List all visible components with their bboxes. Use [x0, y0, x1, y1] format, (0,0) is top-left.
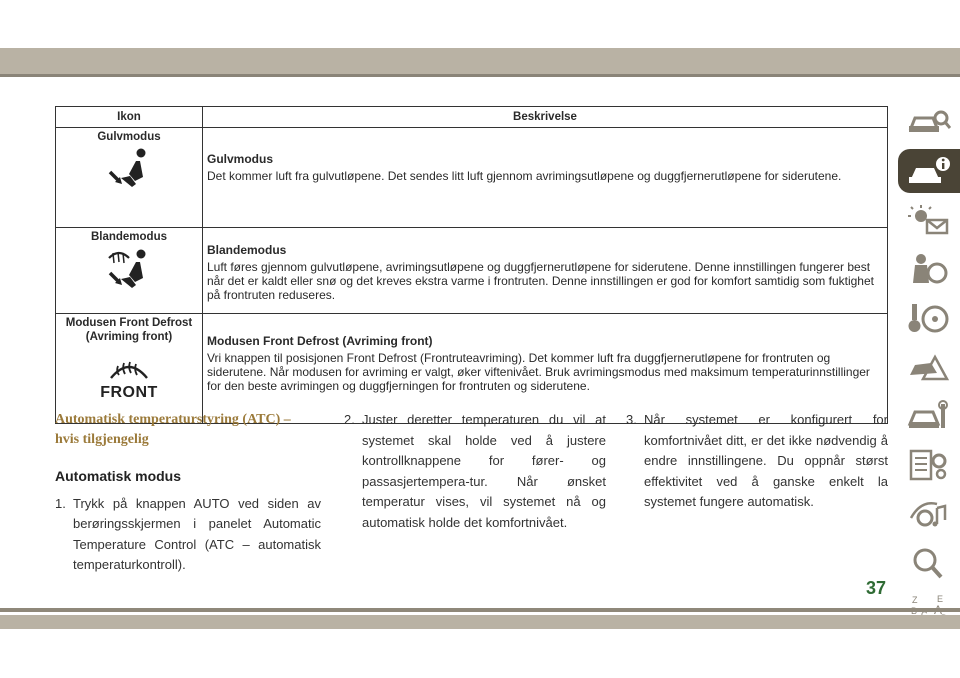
- tab-warning-lights[interactable]: [898, 198, 960, 242]
- step-number: 3.: [626, 412, 637, 427]
- description-title: Modusen Front Defrost (Avriming front): [207, 334, 433, 348]
- safety-airbag-icon: [907, 253, 951, 285]
- description-text: Luft føres gjennom gulvutløpene, avrimingsutløpene og duggfjernerutløpene for siderutene. Denne innstillingen fungerer best når det er kaldt eller snø og det kreves ekstra varme i frontruten. Denne innstillingen er god for komfort samtidig som fuktighet på frontruten reduseres.: [207, 260, 874, 302]
- step-text: Juster deretter temperaturen du vil at systemet skal holde ved å justere kontrollknappene for fører- og passasjertempera-tur. Når ønsket temperatur vises, vil systemet nå og automatisk holde det komfortnivået.: [362, 412, 606, 530]
- tab-starting-driving[interactable]: [898, 296, 960, 340]
- tab-car-info[interactable]: [898, 149, 960, 193]
- section-heading-line2: hvis tilgjengelig: [55, 432, 149, 447]
- page-number: 37: [866, 578, 887, 598]
- table-row: [56, 314, 888, 424]
- step-text: Trykk på knappen AUTO ved siden av berøringsskjermen i panelet Automatic Temperature Control (ATC – automatisk temperaturkontroll).: [73, 495, 321, 572]
- multimedia-icon: [907, 498, 951, 530]
- tab-safety[interactable]: [898, 247, 960, 291]
- icon-cell: [56, 228, 203, 314]
- step-number: 2.: [344, 412, 355, 427]
- tab-servicing[interactable]: [898, 394, 960, 438]
- front-defrost-icon: [99, 354, 159, 386]
- list-item: [626, 410, 888, 513]
- description-cell: [203, 314, 888, 424]
- chapter-sidebar: [898, 100, 960, 639]
- header-description: Beskrivelse: [203, 107, 888, 128]
- icon-label: Blandemodus: [90, 231, 168, 243]
- tab-car-search[interactable]: [898, 100, 960, 144]
- floor-mode-icon: [99, 144, 159, 204]
- tab-multimedia[interactable]: [898, 492, 960, 536]
- description-cell: [203, 128, 888, 228]
- icon-label: Gulvmodus: [97, 131, 161, 143]
- front-label: FRONT: [100, 384, 158, 401]
- table-header-row: [56, 107, 888, 128]
- servicing-maintenance-icon: [907, 400, 951, 432]
- column-3: [626, 410, 888, 513]
- mode-table: [55, 106, 888, 424]
- step-number: 1.: [55, 495, 66, 511]
- section-heading-line1: Automatisk temperaturstyring (ATC) –: [55, 412, 291, 427]
- index-letter: E: [937, 594, 944, 604]
- column-1: [55, 410, 321, 576]
- description-text: Det kommer luft fra gulvutløpene. Det sendes litt luft gjennom avrimingsutløpene og duggfjernerutløpene for siderutene.: [207, 169, 842, 183]
- description-title: Gulvmodus: [207, 152, 274, 166]
- emergency-icon: [907, 351, 951, 383]
- starting-driving-icon: [907, 302, 951, 334]
- mix-mode-icon: [99, 244, 159, 304]
- technical-specs-icon: [907, 449, 951, 481]
- list-item: [344, 410, 606, 533]
- step-text: Når systemet er konfigurert for komfortnivået ditt, er det ikke nødvendig å endre innstillingene. Du oppnår størst effektivitet ved å ganske enkelt la systemet fungere automatisk.: [644, 412, 888, 509]
- car-info-icon: [907, 155, 951, 187]
- header-icon: Ikon: [56, 107, 203, 128]
- top-rule: [0, 74, 960, 77]
- section-heading: [55, 410, 321, 450]
- tab-technical-specs[interactable]: [898, 443, 960, 487]
- icon-label: Modusen Front Defrost (Avriming front): [65, 317, 193, 343]
- list-item: [55, 494, 321, 576]
- table-row: [56, 228, 888, 314]
- bottom-rule: [0, 608, 960, 612]
- bottom-band: [0, 615, 960, 629]
- warning-lights-icon: [907, 204, 951, 236]
- top-band: [0, 48, 960, 74]
- description-title: Blandemodus: [207, 243, 287, 257]
- tab-emergency[interactable]: [898, 345, 960, 389]
- description-text: Vri knappen til posisjonen Front Defrost (Frontruteavriming). Det kommer luft fra duggfjernerutløpene for frontruten og siderutene. Når modusen for avriming er valgt, øker viftenivået. Bruk avrimingsmodus med maksimum temperaturinnstillinger for den beste avrimingen og duggfjerningen for frontruten og siderutene.: [207, 351, 870, 393]
- tab-search[interactable]: [898, 541, 960, 585]
- car-search-icon: [907, 106, 951, 138]
- search-icon: [907, 547, 951, 579]
- description-cell: [203, 228, 888, 314]
- icon-cell: [56, 128, 203, 228]
- index-letter: Z: [912, 595, 918, 605]
- column-2: [344, 410, 606, 533]
- subheading: Automatisk modus: [55, 468, 182, 484]
- table-row: [56, 128, 888, 228]
- icon-cell: [56, 314, 203, 424]
